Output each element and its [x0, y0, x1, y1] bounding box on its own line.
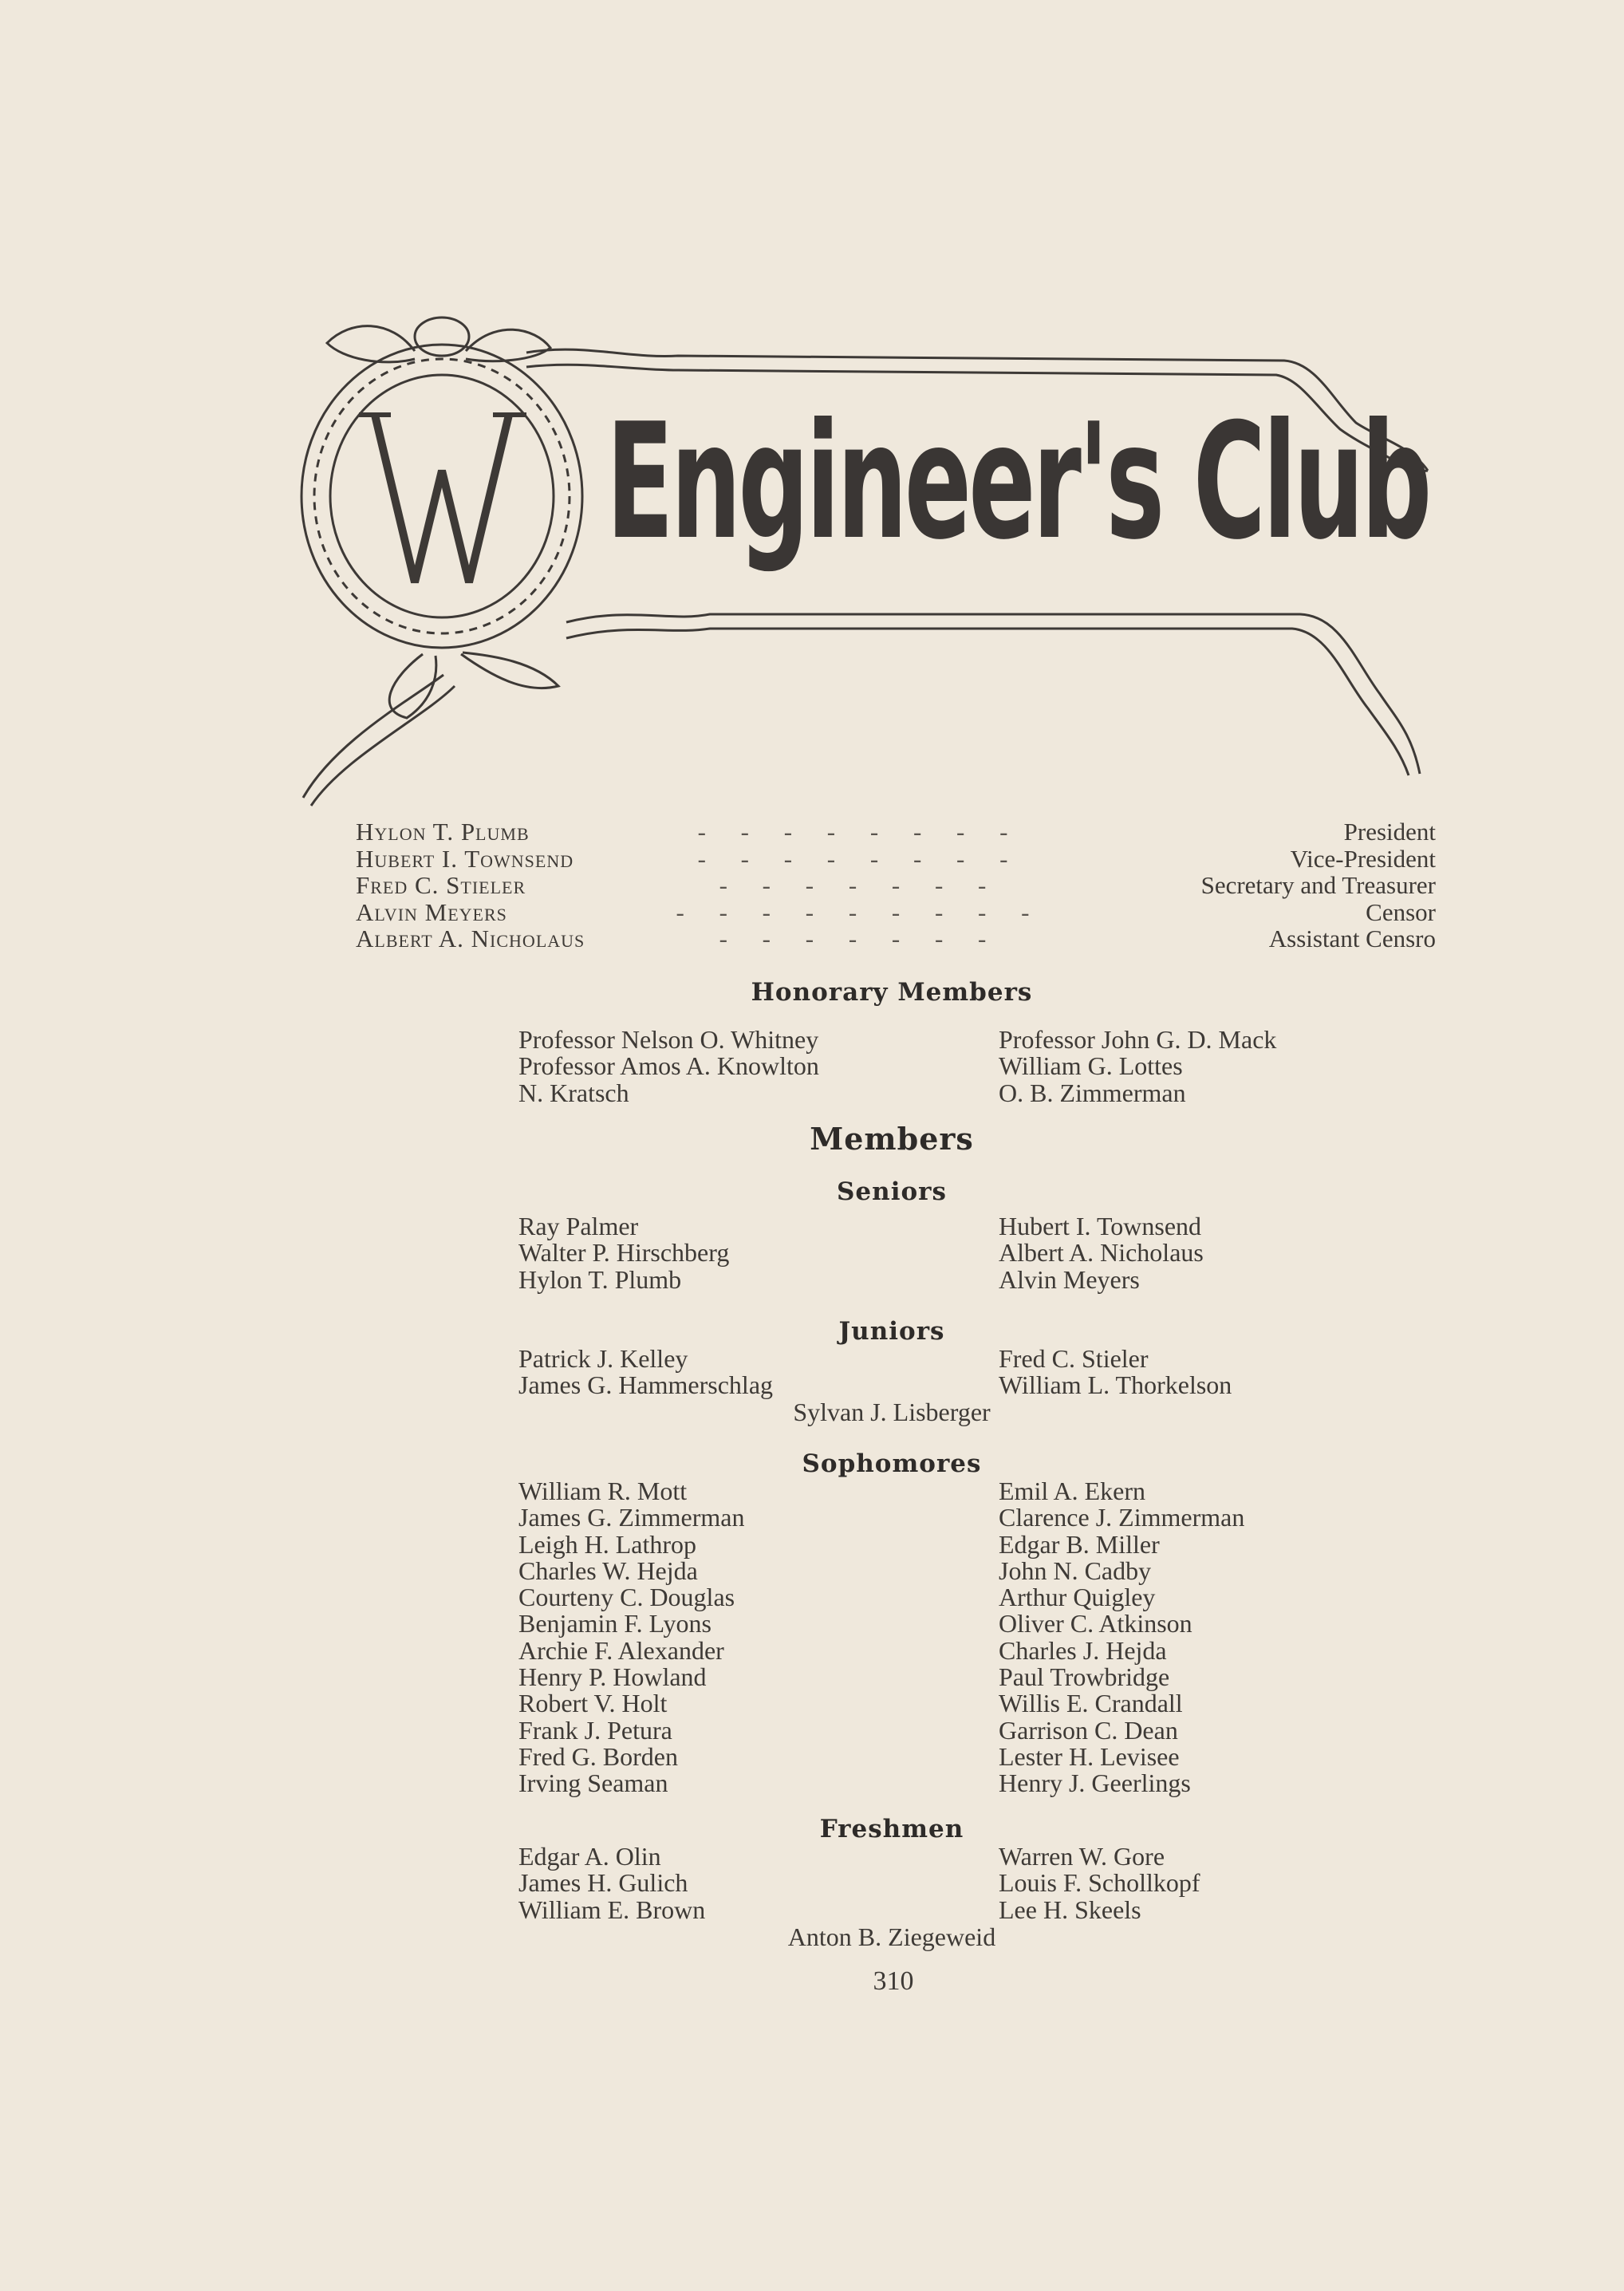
member-name: Arthur Quigley [999, 1583, 1156, 1612]
member-name: Charles W. Hejda [518, 1556, 698, 1585]
member-name: Hubert I. Townsend [999, 1212, 1202, 1240]
officer-row [356, 872, 1436, 899]
member-name: Oliver C. Atkinson [999, 1609, 1192, 1638]
member-name: Professor Amos A. Knowlton [518, 1051, 819, 1081]
member-name: Clarence J. Zimmerman [999, 1503, 1245, 1532]
member-name: Fred C. Stieler [999, 1344, 1149, 1373]
member-name: Alvin Meyers [999, 1264, 1140, 1294]
honorary-right-column [999, 1027, 1276, 1106]
officer-title: President [1343, 818, 1436, 846]
member-name: Professor Nelson O. Whitney [518, 1025, 819, 1054]
member-name: N. Kratsch [518, 1078, 629, 1107]
freshmen-left-column [518, 1843, 705, 1923]
member-name: Ray Palmer [518, 1212, 639, 1240]
member-name: Edgar A. Olin [518, 1842, 661, 1871]
member-name: Fred G. Borden [518, 1741, 678, 1771]
sophomores-right-column [999, 1478, 1244, 1797]
officer-row [356, 925, 1436, 952]
member-name: Paul Trowbridge [999, 1662, 1170, 1692]
member-name: Edgar B. Miller [999, 1529, 1160, 1559]
member-name: Leigh H. Lathrop [518, 1529, 697, 1559]
member-name: James G. Hammerschlag [518, 1370, 774, 1400]
member-name: Lee H. Skeels [999, 1895, 1141, 1924]
leader-dashes: - - - - - - - [719, 872, 1001, 899]
freshmen-heading: Freshmen [819, 1815, 964, 1843]
officer-title: Vice-President [1290, 844, 1436, 873]
leader-dashes: - - - - - - - - [697, 845, 1023, 872]
officer-title: Censor [1366, 897, 1436, 926]
member-name: Charles J. Hejda [999, 1635, 1167, 1665]
member-name: Irving Seaman [518, 1769, 668, 1798]
member-name: Hylon T. Plumb [518, 1264, 682, 1294]
member-name: Warren W. Gore [999, 1842, 1165, 1871]
seniors-right-column [999, 1213, 1204, 1293]
officer-title: Secretary and Treasurer [1200, 871, 1436, 899]
member-name: William R. Mott [518, 1477, 688, 1505]
page-number: 310 [873, 1966, 914, 1996]
member-name: Louis F. Schollkopf [999, 1868, 1200, 1898]
officer-row [356, 846, 1436, 873]
sophomores-left-column [518, 1478, 744, 1797]
member-name: Lester H. Levisee [999, 1741, 1180, 1771]
officer-name: Alvin Meyers [356, 897, 507, 926]
member-name: James H. Gulich [518, 1868, 688, 1898]
seniors-heading: Seniors [837, 1177, 947, 1206]
officers-list [356, 818, 1436, 952]
officer-name: Fred C. Stieler [356, 871, 526, 899]
member-name: Professor John G. D. Mack [999, 1025, 1277, 1054]
leader-dashes: - - - - - - - [719, 925, 1001, 952]
honorary-members-heading: Honorary Members [751, 978, 1033, 1007]
member-name: Willis E. Crandall [999, 1689, 1183, 1718]
member-name: William G. Lottes [999, 1051, 1183, 1081]
officer-title: Assistant Censro [1268, 925, 1436, 952]
member-name: Walter P. Hirschberg [518, 1238, 730, 1268]
freshmen-center-name: Anton B. Ziegeweid [787, 1922, 996, 1951]
club-title: Engineer's Club [606, 389, 1429, 575]
juniors-center-name: Sylvan J. Lisberger [793, 1398, 991, 1426]
freshmen-right-column [999, 1843, 1200, 1923]
officer-name: Albert A. Nicholaus [356, 925, 585, 952]
member-name: Albert A. Nicholaus [999, 1238, 1204, 1268]
sophomores-heading: Sophomores [802, 1449, 982, 1478]
members-heading: Members [810, 1121, 974, 1157]
officer-name: Hylon T. Plumb [356, 818, 530, 846]
member-name: O. B. Zimmerman [999, 1078, 1186, 1107]
officer-name: Hubert I. Townsend [356, 844, 574, 873]
leader-dashes: - - - - - - - - - [676, 898, 1044, 925]
seniors-left-column [518, 1213, 729, 1293]
member-name: James G. Zimmerman [518, 1503, 745, 1532]
juniors-right-column [999, 1346, 1232, 1399]
member-name: Archie F. Alexander [518, 1635, 724, 1665]
member-name: Robert V. Holt [518, 1689, 668, 1718]
member-name: Henry J. Geerlings [999, 1769, 1191, 1798]
officer-row [356, 818, 1436, 846]
officer-row [356, 899, 1436, 926]
member-name: Patrick J. Kelley [518, 1344, 688, 1373]
member-name: Frank J. Petura [518, 1715, 672, 1745]
member-name: Henry P. Howland [518, 1662, 707, 1692]
member-name: John N. Cadby [999, 1556, 1152, 1585]
member-name: Courteny C. Douglas [518, 1583, 735, 1612]
member-name: William E. Brown [518, 1895, 706, 1924]
leader-dashes: - - - - - - - - [697, 818, 1023, 846]
member-name: Benjamin F. Lyons [518, 1609, 711, 1638]
juniors-left-column [518, 1346, 773, 1399]
juniors-heading: Juniors [838, 1317, 945, 1346]
member-name: William L. Thorkelson [999, 1370, 1232, 1400]
member-name: Emil A. Ekern [999, 1477, 1145, 1505]
member-name: Garrison C. Dean [999, 1715, 1178, 1745]
honorary-left-column [518, 1027, 819, 1106]
